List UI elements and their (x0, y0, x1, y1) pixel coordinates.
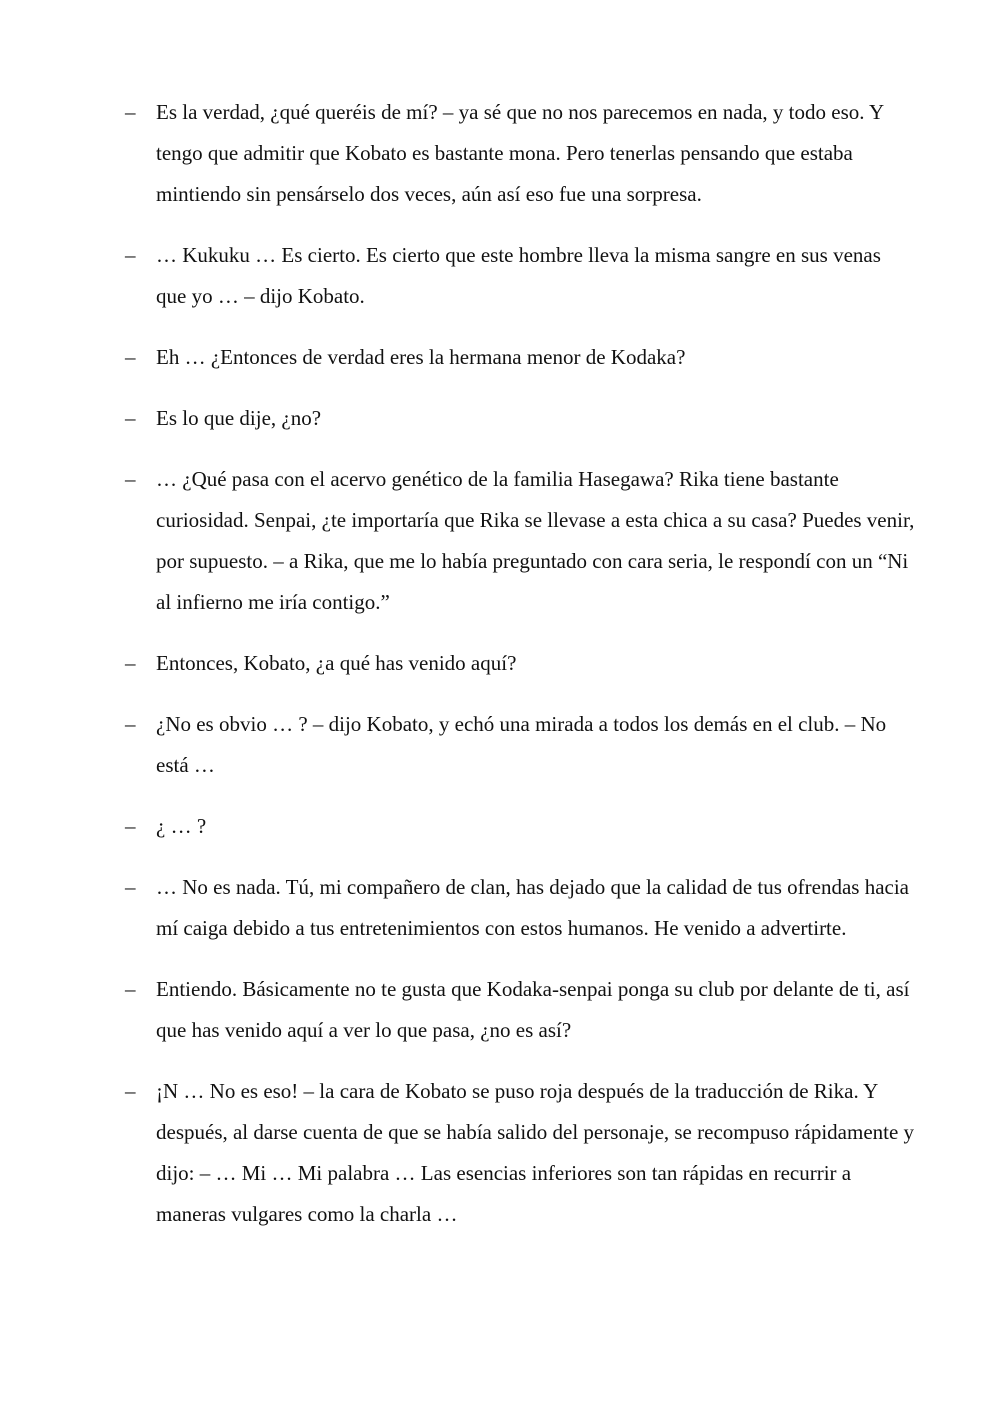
dialogue-text: Es la verdad, ¿qué queréis de mí? – ya sé que no nos parecemos en nada, y todo eso. Y tengo que admitir que Kobato es bastante mona. Pero tenerlas pensando que estaba mintiendo sin pensárselo dos veces, aún así eso fue una sorpresa. (156, 100, 884, 206)
dialogue-dash: – (125, 467, 136, 491)
dialogue-line (125, 459, 915, 623)
dialogue-line (125, 235, 915, 317)
dialogue-text: Entiendo. Básicamente no te gusta que Kodaka-senpai ponga su club por delante de ti, así que has venido aquí a ver lo que pasa, ¿no es así? (156, 977, 910, 1042)
dialogue-text: Eh … ¿Entonces de verdad eres la hermana menor de Kodaka? (156, 345, 686, 369)
dialogue-text: ¡N … No es eso! – la cara de Kobato se puso roja después de la traducción de Rika. Y después, al darse cuenta de que se había salido del personaje, se recompuso rápidamente y dijo: – … Mi … Mi palabra … Las esencias inferiores son tan rápidas en recurrir a maneras vulgares como la charla … (156, 1079, 915, 1226)
dialogue-line (125, 337, 915, 378)
dialogue-line (125, 969, 915, 1051)
dialogue-line (125, 643, 915, 684)
dialogue-text: … Kukuku … Es cierto. Es cierto que este hombre lleva la misma sangre en sus venas que yo … – dijo Kobato. (156, 243, 881, 308)
dialogue-text: … No es nada. Tú, mi compañero de clan, has dejado que la calidad de tus ofrendas hacia mí caiga debido a tus entretenimientos con estos humanos. He venido a advertirte. (156, 875, 910, 940)
dialogue-dash: – (125, 345, 136, 369)
dialogue-dash: – (125, 875, 136, 899)
dialogue-line (125, 1071, 915, 1235)
dialogue-line (125, 398, 915, 439)
dialogue-line (125, 806, 915, 847)
dialogue-text: ¿ … ? (156, 814, 207, 838)
dialogue-text: ¿No es obvio … ? – dijo Kobato, y echó una mirada a todos los demás en el club. – No está … (156, 712, 887, 777)
dialogue-dash: – (125, 406, 136, 430)
dialogue-dash: – (125, 1079, 136, 1103)
dialogue-dash: – (125, 651, 136, 675)
dialogue-text: Entonces, Kobato, ¿a qué has venido aquí? (156, 651, 517, 675)
dialogue-dash: – (125, 100, 136, 124)
dialogue-line (125, 92, 915, 215)
dialogue-text: Es lo que dije, ¿no? (156, 406, 322, 430)
dialogue-text: … ¿Qué pasa con el acervo genético de la familia Hasegawa? Rika tiene bastante curiosidad. Senpai, ¿te importaría que Rika se llevase a esta chica a su casa? Puedes venir, por supuesto. – a Rika, que me lo había preguntado con cara seria, le respondí con un “Ni al infierno me iría contigo.” (156, 467, 915, 614)
dialogue-line (125, 704, 915, 786)
dialogue-dash: – (125, 712, 136, 736)
dialogue-line (125, 867, 915, 949)
dialogue-dash: – (125, 243, 136, 267)
dialogue-dash: – (125, 814, 136, 838)
dialogue-dash: – (125, 977, 136, 1001)
dialogue-list (125, 92, 915, 1255)
